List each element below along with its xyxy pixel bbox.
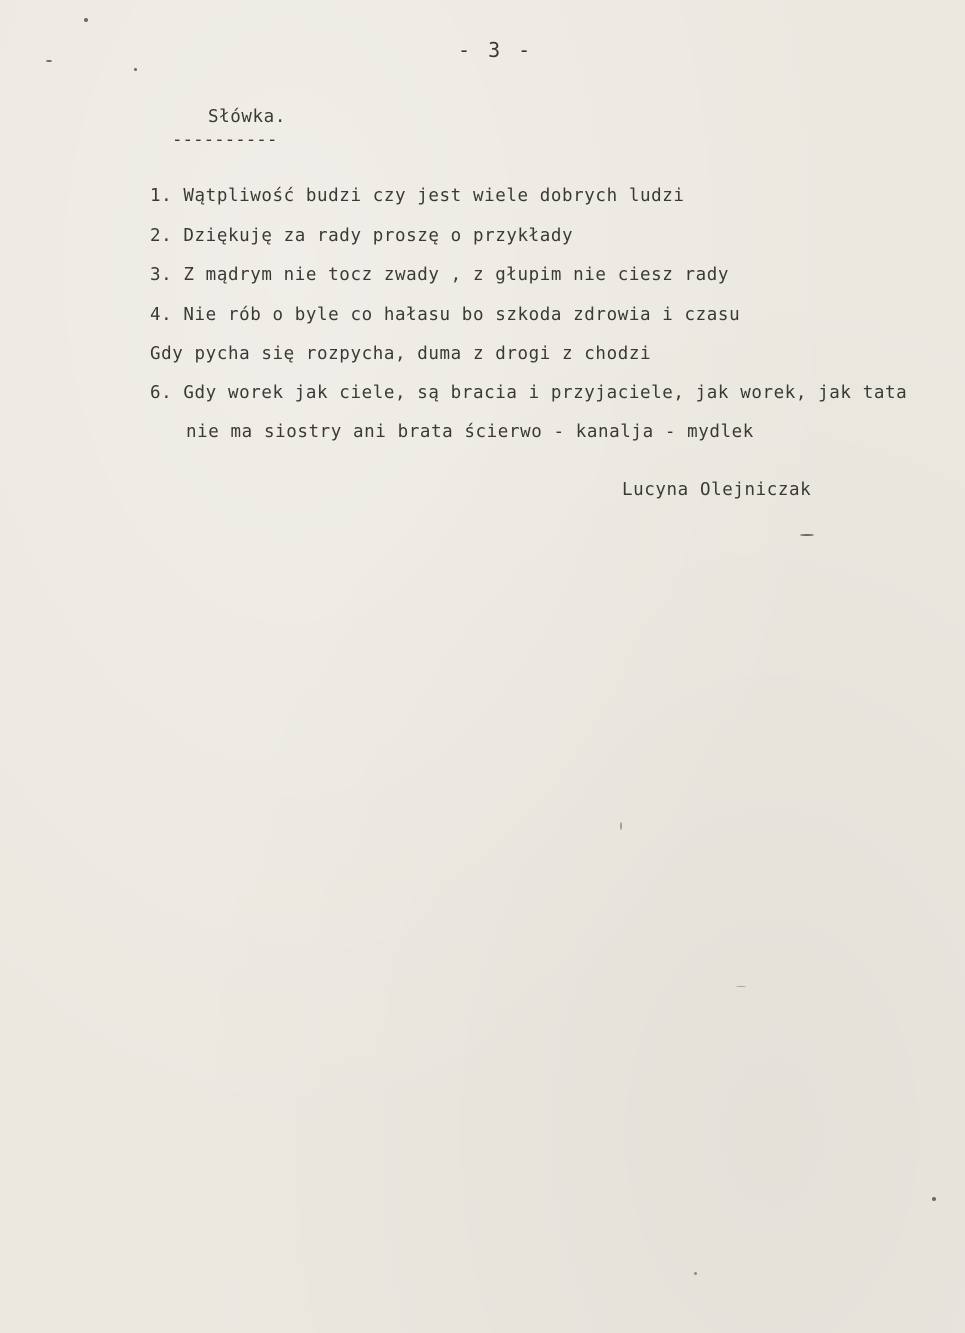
heading-underline: ---------- bbox=[172, 130, 278, 150]
paper-speck bbox=[694, 1272, 697, 1275]
section-heading: Słówka. bbox=[208, 107, 286, 127]
list-item: 1. Wątpliwość budzi czy jest wiele dobrych ludzi bbox=[150, 186, 685, 206]
list-item: 4. Nie rób o byle co hałasu bo szkoda zdrowia i czasu bbox=[150, 305, 741, 325]
paper-speck bbox=[932, 1197, 936, 1201]
list-item: Gdy pycha się rozpycha, duma z drogi z chodzi bbox=[150, 344, 652, 364]
paper-speck bbox=[800, 534, 814, 536]
list-item: 6. Gdy worek jak ciele, są bracia i przyjaciele, jak worek, jak tata bbox=[150, 383, 908, 403]
paper-speck bbox=[46, 60, 52, 62]
list-item: 3. Z mądrym nie tocz zwady , z głupim nie ciesz rady bbox=[150, 265, 730, 285]
page-number: - 3 - bbox=[458, 38, 534, 62]
author-signature: Lucyna Olejniczak bbox=[622, 480, 812, 500]
paper-speck bbox=[736, 986, 746, 987]
list-item-continuation: nie ma siostry ani brata ścierwo - kanalja - mydlek bbox=[186, 422, 754, 442]
paper-speck bbox=[620, 822, 622, 830]
list-item: 2. Dziękuję za rady proszę o przykłady bbox=[150, 226, 574, 246]
paper-speck bbox=[134, 68, 137, 71]
paper-speck bbox=[84, 18, 88, 22]
